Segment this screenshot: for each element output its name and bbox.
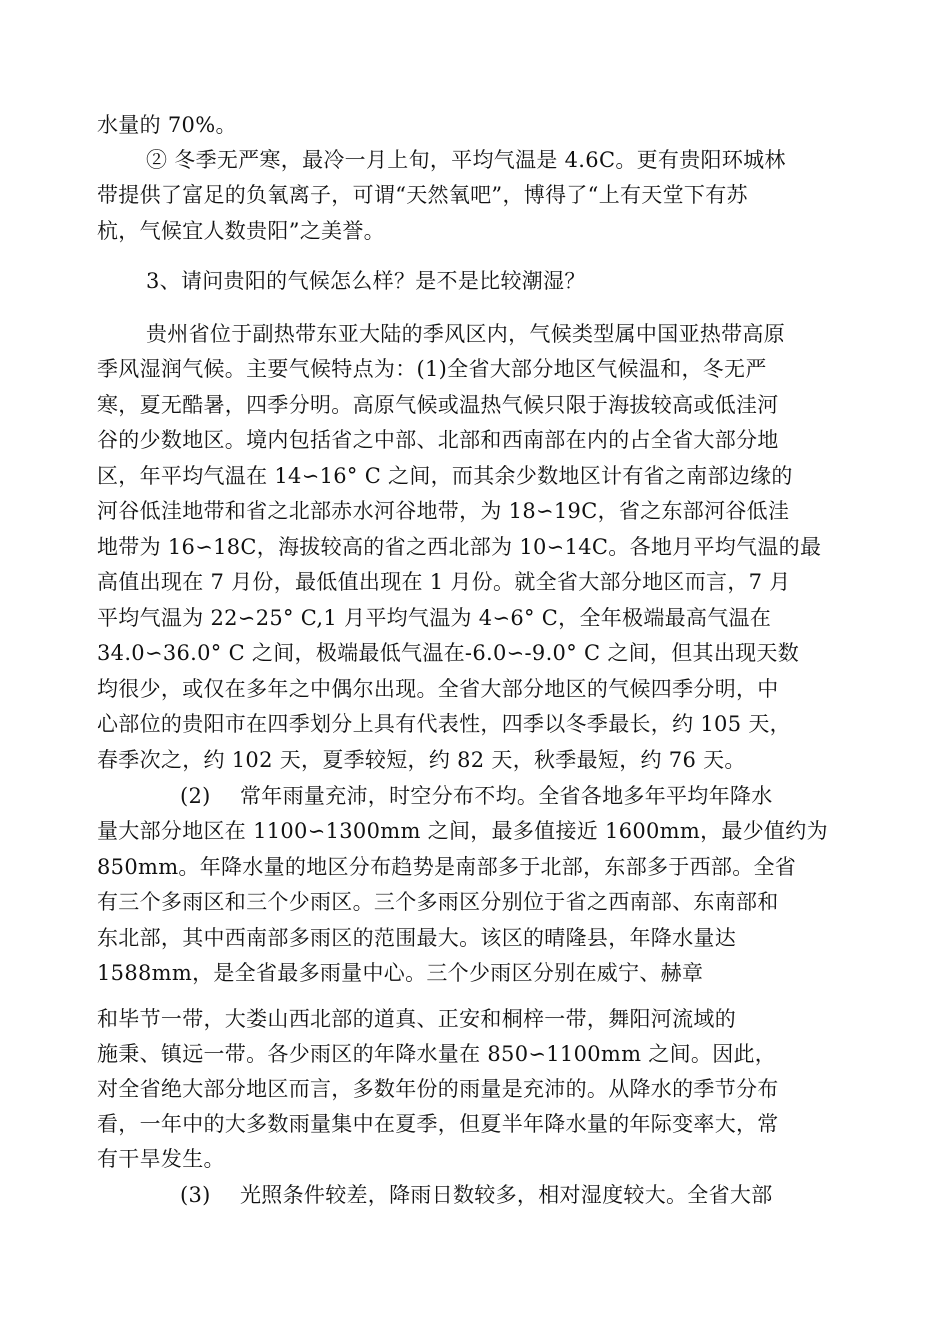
text-line: 寒，夏无酷暑，四季分明。高原气候或温热气候只限于海拔较高或低洼河 [97,393,779,417]
item-number: (3) [180,1183,211,1207]
text-line: 春季次之，约 102 天，夏季较短，约 82 天，秋季最短，约 76 天。 [97,748,746,772]
text-line: 东北部，其中西南部多雨区的范围最大。该区的晴隆县，年降水量达 [97,926,736,950]
text-line: 季风湿润气候。主要气候特点为：(1)全省大部分地区气候温和，冬无严 [97,357,767,381]
text-line: 谷的少数地区。境内包括省之中部、北部和西南部在内的占全省大部分地 [97,428,779,452]
text-line [180,1182,773,1208]
text-line [180,783,773,809]
text-line: 均很少，或仅在多年之中偶尔出现。全省大部分地区的气候四季分明，中 [97,677,779,701]
text-line-content: 常年雨量充沛，时空分布不均。全省各地多年平均年降水 [240,784,773,808]
question-heading: 3、请问贵阳的气候怎么样？是不是比较潮湿？ [146,269,586,293]
text-line: 34.0∽36.0° C 之间，极端最低气温在-6.0∽-9.0° C 之间，但其出现天数 [97,641,800,665]
text-line: 心部位的贵阳市在四季划分上具有代表性，四季以冬季最长，约 105 天， [97,712,791,736]
text-line: 量大部分地区在 1100∽1300mm 之间，最多值接近 1600mm，最少值约为 [97,819,828,843]
text-line: 贵州省位于副热带东亚大陆的季风区内，气候类型属中国亚热带高原 [146,322,785,346]
text-line: 1588mm，是全省最多雨量中心。三个少雨区分别在威宁、赫章 [97,961,704,985]
text-line: 施秉、镇远一带。各少雨区的年降水量在 850∽1100mm 之间。因此， [97,1042,777,1066]
text-line: 水量的 70%。 [97,113,237,137]
text-line: 地带为 16∽18C，海拔较高的省之西北部为 10∽14C。各地月平均气温的最 [97,535,822,559]
text-line: 有三个多雨区和三个少雨区。三个多雨区分别位于省之西南部、东南部和 [97,890,779,914]
text-line: 带提供了富足的负氧离子，可谓“天然氧吧”，博得了“上有天堂下有苏 [97,183,748,207]
item-number: (2) [180,784,211,808]
text-line-content: 光照条件较差，降雨日数较多，相对湿度较大。全省大部 [240,1183,773,1207]
text-line: ② 冬季无严寒，最冷一月上旬，平均气温是 4.6C。更有贵阳环城林 [146,148,786,172]
text-line: 对全省绝大部分地区而言，多数年份的雨量是充沛的。从降水的季节分布 [97,1077,779,1101]
text-line: 平均气温为 22∽25° C,1 月平均气温为 4∽6° C，全年极端最高气温在 [97,606,772,630]
text-line: 有干旱发生。 [97,1147,225,1171]
text-line: 看，一年中的大多数雨量集中在夏季，但夏半年降水量的年际变率大，常 [97,1112,779,1136]
text-line: 河谷低洼地带和省之北部赤水河谷地带，为 18∽19C，省之东部河谷低洼 [97,499,790,523]
text-line: 区，年平均气温在 14∽16° C 之间，而其余少数地区计有省之南部边缘的 [97,464,793,488]
text-line: 杭，气候宜人数贵阳”之美誉。 [97,219,385,243]
text-line: 和毕节一带，大娄山西北部的道真、正安和桐梓一带，舞阳河流域的 [97,1007,736,1031]
text-line: 850mm。年降水量的地区分布趋势是南部多于北部，东部多于西部。全省 [97,855,797,879]
text-line: 高值出现在 7 月份，最低值出现在 1 月份。就全省大部分地区而言，7 月 [97,570,791,594]
